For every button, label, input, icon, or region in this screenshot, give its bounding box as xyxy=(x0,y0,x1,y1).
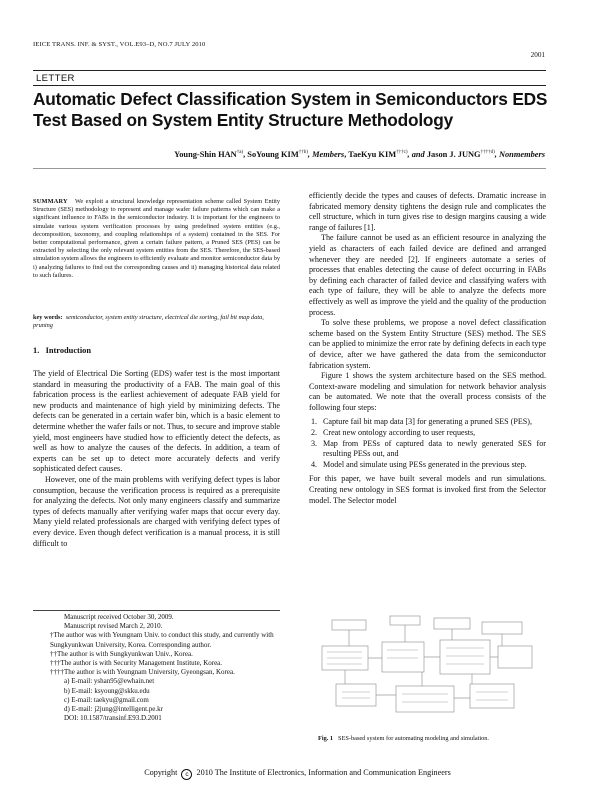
figure-label: Fig. 1 xyxy=(318,735,334,742)
author-role-members: , Members xyxy=(307,150,345,159)
step-number: 4. xyxy=(311,459,318,469)
copyright-text: 2010 The Institute of Electronics, Information and Communication Engineers xyxy=(196,768,451,777)
diagram-block xyxy=(470,684,514,708)
footnote-doi: DOI: 10.1587/transinf.E93.D.2001 xyxy=(64,714,162,723)
right-paragraph-3: To solve these problems, we propose a novel defect classification scheme based on the System Entity Structure (SES) method. The SES can be applied to minimize the error rate by defining defects in each type of device, after we have gathered the data from the semiconductor fabrication system. xyxy=(309,318,546,370)
right-paragraph-4: Figure 1 shows the system architecture based on the SES method. Context-aware modeling and simulation for network behavior analysis can be automated. We note that the overall process consists of the following four steps: xyxy=(309,371,546,412)
diagram-block xyxy=(482,622,522,634)
diagram-block xyxy=(390,616,420,625)
author-4-name: Jason J. JUNG xyxy=(426,150,481,159)
author-separator: , xyxy=(344,150,349,159)
diagram-block xyxy=(434,618,470,629)
copyright-symbol-icon: c xyxy=(181,769,192,780)
author-2-marks: ††b) xyxy=(298,150,308,156)
process-step xyxy=(309,439,546,460)
author-1-marks: †a) xyxy=(236,150,244,156)
footnote-received: Manuscript received October 30, 2009. xyxy=(64,613,174,621)
right-paragraph-1: efficiently decide the types and causes of defects. Dramatic increase in fabricated memory density tightens the design rule and complicates the cell structure, which in turn gives rise to design margins causing a wide range of failures [1]. xyxy=(309,191,546,232)
footnote-email-a: a) E-mail: yshan95@ewhain.net xyxy=(64,677,155,686)
copyright-prefix: Copyright xyxy=(144,768,178,777)
journal-header: IEICE TRANS. INF. & SYST., VOL.E93–D, NO.7 JULY 2010 xyxy=(33,41,206,48)
footnote-email-d: d) E-mail: j2jung@intelligent.pe.kr xyxy=(64,705,163,714)
copyright-line xyxy=(0,768,595,780)
diagram-block xyxy=(498,646,532,668)
footnote-divider xyxy=(33,610,280,611)
step-text: Creat new ontology according to user requests, xyxy=(323,428,476,438)
process-step xyxy=(309,460,546,471)
diagram-block xyxy=(332,620,366,630)
summary-label: SUMMARY xyxy=(33,198,68,205)
author-separator: , xyxy=(243,150,248,159)
article-type-label: LETTER xyxy=(36,73,75,84)
step-text: Capture fail bit map data [3] for generating a pruned SES (PES), xyxy=(323,417,533,427)
footnote-author-4: ††††The author is with Yeungnam University, Gyeongsan, Korea. xyxy=(50,668,235,677)
page-number: 2001 xyxy=(530,51,545,59)
footnote-author-2: ††The author is with Sungkyunkwan Univ., Korea. xyxy=(50,649,193,658)
footnote-author-1: †The author was with Yeungnam Univ. to conduct this study, and currently with Sungkyunkwan University, Korea. Corresponding author. xyxy=(50,631,274,649)
diagram-block xyxy=(336,684,376,706)
summary-text: We exploit a structural knowledge representation scheme called System Entity Structure (SES) methodology to represent and manage wafer failure patterns which can make a significant influence to FABs in the semiconductor industry. It is important for the engineers to simulate various system verification processes by using predefined system entities (e.g., decomposition, taxonomy, and coupling relationships of a system) contained in the SES. For better computational performance, given a certain failure pattern, a Pruned SES (PES) can be extracted by selecting the only relevant system entities from the SES. Therefore, the SES-based simulation system allows the engineers to efficiently evaluate and monitor semiconductor data by i) analyzing failures to find out the corresponding causes and ii) managing historical data related to such failures. xyxy=(33,198,280,279)
step-number: 2. xyxy=(311,428,318,438)
intro-paragraph-2: However, one of the main problems with verifying defect types is labor consumption, because the verification process is required as a prerequisite for analyzing the defects. Not only many engineers classify and summarize types of defects manually after verifying wafer maps that occur every day. Many yield related professionals are charged with verifying defect types of every device. Even though defect verification is a manual process, it is still difficult to xyxy=(33,474,280,548)
diagram-block xyxy=(396,686,454,712)
footnote-email-c: c) E-mail: taekyu@gmail.com xyxy=(64,695,149,704)
figure-1-caption xyxy=(318,735,548,742)
header-divider xyxy=(33,168,546,169)
footnotes-block xyxy=(50,613,280,723)
paper-title: Automatic Defect Classification System in Semiconductors EDS Test Based on System Entity Structure Methodology xyxy=(33,89,548,130)
step-text: Model and simulate using PESs generated in the previous step. xyxy=(323,459,527,469)
author-3-name: TaeKyu KIM xyxy=(348,150,397,159)
diagram-block xyxy=(440,640,490,674)
footnote-email-b: b) E-mail: ksyoung@skku.edu xyxy=(64,686,150,695)
author-1-name: Young-Shin HAN xyxy=(174,150,237,159)
author-4-marks: ††††d) xyxy=(480,150,495,156)
author-role-nonmembers: , Nonmembers xyxy=(494,150,545,159)
author-2-name: SoYoung KIM xyxy=(247,150,299,159)
keywords-label: key words: xyxy=(33,314,63,321)
step-text: Map from PESs of captured data to newly generated SES for resulting PESs out, and xyxy=(323,438,546,459)
author-3-marks: †††c) xyxy=(396,150,408,156)
process-steps-list xyxy=(309,417,546,470)
keywords-block xyxy=(33,314,280,330)
figure-caption-text: SES-based system for automating modeling and simulation. xyxy=(338,735,489,742)
right-paragraph-2: The failure cannot be used as an efficient resource in analyzing the yield as characters of each failed device are defined and arranged whenever they are needed [2]. If engineers automate a series of processes that enables detecting the cause of defect occurring in FABs by defining each character of failed device and classifying wafers with each type of failure, they will be able to analyze the defects more effectively as well as improve the yield and the quality of the production process. xyxy=(309,233,546,317)
diagram-connectors xyxy=(345,625,502,698)
section-heading-introduction: 1. Introduction xyxy=(33,346,92,355)
right-column-body xyxy=(309,191,546,506)
summary-block xyxy=(33,198,280,280)
intro-paragraph-1: The yield of Electrical Die Sorting (EDS) wafer test is the most important standard in measuring the productivity of a FAB. The main goal of this fabrication process is the earliest achievement of adequate FAB yield for new products and maintenance of high yield by minimizing defects. The defects can be generated in a certain wafer bin, which is a basic element to determine whether the wafer fails or not. Thus, to secure and improve stable yield, most engineers have studied how to efficiently detect the defects, as well as how to analyze the causes of the defects. In addition, a team of experts can be set up to detect more accurately defects and verify sophisticated defect causes. xyxy=(33,369,280,474)
keywords-text: semiconductor, system entity structure, electrical die sorting, fail bit map data, pruning xyxy=(33,314,264,330)
process-step xyxy=(309,428,546,439)
article-type-bar xyxy=(33,70,546,86)
footnote-revised: Manuscript revised March 2, 2010. xyxy=(64,622,163,631)
footnote-author-3: †††The author is with Security Management Institute, Korea. xyxy=(50,659,223,668)
process-step xyxy=(309,417,546,428)
step-number: 3. xyxy=(311,438,318,448)
figure-1-diagram xyxy=(312,612,544,722)
author-line xyxy=(174,150,545,159)
step-number: 1. xyxy=(311,417,318,427)
left-column-body xyxy=(33,369,280,549)
author-and: , and xyxy=(407,150,427,159)
right-paragraph-5: For this paper, we have built several models and run simulations. Creating new ontology in SES format is invoked first from the Selector model. The Selector model xyxy=(309,474,546,505)
diagram-block xyxy=(382,642,424,672)
diagram-text-lines xyxy=(327,648,508,702)
